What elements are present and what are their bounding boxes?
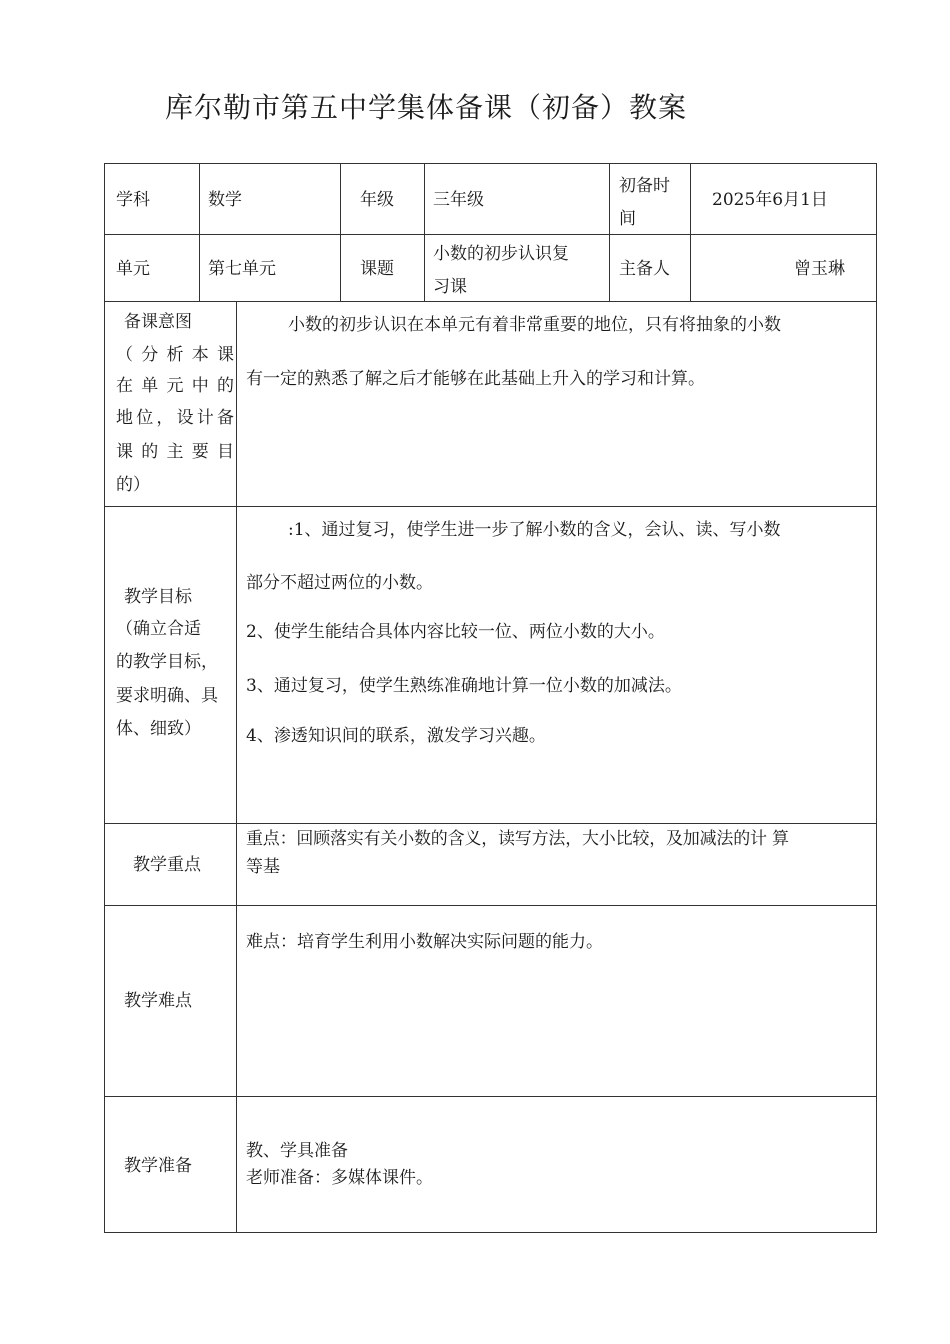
time-label-line2: 间 xyxy=(619,209,636,229)
column-divider xyxy=(424,163,425,301)
subject-value: 数学 xyxy=(208,190,242,210)
row-divider xyxy=(104,506,877,507)
intent-label-line: 课的主要目 xyxy=(116,442,234,462)
preparer-label: 主备人 xyxy=(619,259,670,279)
goal-item-1-line2: 部分不超过两位的小数。 xyxy=(246,573,433,593)
goal-item-3: 3、通过复习，使学生熟练准确地计算一位小数的加减法。 xyxy=(246,676,682,696)
row-divider xyxy=(104,301,877,302)
intent-text-line1: 小数的初步认识在本单元有着非常重要的地位，只有将抽象的小数 xyxy=(288,315,781,335)
page-title: 库尔勒市第五中学集体备课（初备）教案 xyxy=(165,91,688,124)
row-divider xyxy=(104,823,877,824)
preparation-label: 教学准备 xyxy=(124,1156,192,1176)
goals-label-line: 体、细致） xyxy=(116,719,201,739)
grade-value: 三年级 xyxy=(433,190,484,210)
column-divider xyxy=(609,163,610,301)
goals-label-line: 的教学目标， xyxy=(116,652,218,672)
intent-label-line: 在单元中的 xyxy=(116,376,234,396)
time-label-line1: 初备时 xyxy=(619,176,670,196)
intent-label-line: 备课意图 xyxy=(124,312,192,332)
row-divider xyxy=(104,234,877,235)
unit-value: 第七单元 xyxy=(208,259,276,279)
key-points-label: 教学重点 xyxy=(133,855,201,875)
preparation-text-line2: 老师准备：多媒体课件。 xyxy=(246,1168,433,1188)
column-divider xyxy=(199,163,200,301)
subject-label: 学科 xyxy=(116,190,150,210)
intent-label-line: 地位，设计备 xyxy=(116,408,234,428)
intent-label-line: （分析本课 xyxy=(116,345,234,365)
topic-value-line1: 小数的初步认识复 xyxy=(433,244,569,264)
goal-item-4: 4、渗透知识间的联系，激发学习兴趣。 xyxy=(246,726,546,746)
goals-label-line: （确立合适 xyxy=(116,619,201,639)
difficulties-text: 难点：培育学生利用小数解决实际问题的能力。 xyxy=(246,932,603,952)
preparation-text-line1: 教、学具准备 xyxy=(246,1141,348,1161)
intent-label-line: 的） xyxy=(116,475,150,495)
column-divider xyxy=(236,301,237,1233)
column-divider xyxy=(340,163,341,301)
row-divider xyxy=(104,905,877,906)
preparer-value: 曾玉琳 xyxy=(794,259,845,279)
grade-label: 年级 xyxy=(360,190,394,210)
time-value: 2025年6月1日 xyxy=(712,190,828,210)
topic-value-line2: 习课 xyxy=(433,277,467,297)
key-points-text-line1: 重点：回顾落实有关小数的含义，读写方法，大小比较，及加减法的计 算 xyxy=(246,829,789,849)
key-points-text-line2: 等基 xyxy=(246,857,280,877)
topic-label: 课题 xyxy=(360,259,394,279)
unit-label: 单元 xyxy=(116,259,150,279)
goal-item-1-line1: :1、通过复习，使学生进一步了解小数的含义，会认、读、写小数 xyxy=(288,520,781,540)
goals-label-line: 要求明确、具 xyxy=(116,686,218,706)
goal-item-2: 2、使学生能结合具体内容比较一位、两位小数的大小。 xyxy=(246,622,665,642)
difficulties-label: 教学难点 xyxy=(124,991,192,1011)
goals-label-line: 教学目标 xyxy=(124,587,192,607)
row-divider xyxy=(104,1096,877,1097)
intent-text-line2: 有一定的熟悉了解之后才能够在此基础上升入的学习和计算。 xyxy=(246,369,705,389)
column-divider xyxy=(690,163,691,301)
